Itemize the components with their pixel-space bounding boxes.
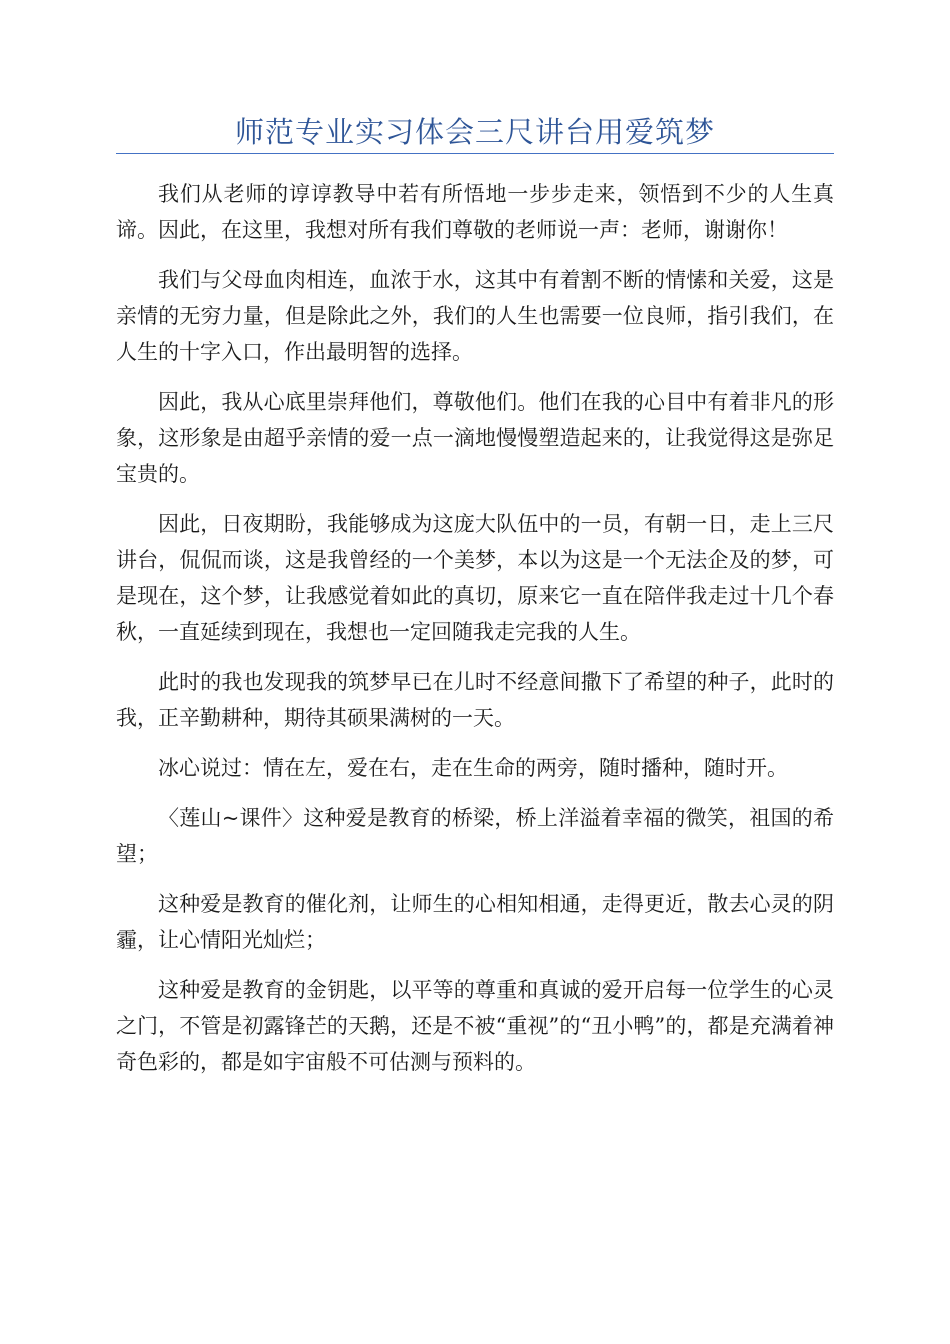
paragraph-2: 我们与父母血肉相连，血浓于水，这其中有着割不断的情愫和关爱，这是亲情的无穷力量，但是除此之外，我们的人生也需要一位良师，指引我们，在人生的十字入口，作出最明智的选择。 xyxy=(116,268,834,364)
paragraph-9: 这种爱是教育的金钥匙，以平等的尊重和真诚的爱开启每一位学生的心灵之门，不管是初露锋芒的天鹅，还是不被“重视”的“丑小鸭”的，都是充满着神奇色彩的，都是如宇宙般不可估测与预料的。 xyxy=(116,978,834,1074)
paragraph-1: 我们从老师的谆谆教导中若有所悟地一步步走来，领悟到不少的人生真谛。因此，在这里，我想对所有我们尊敬的老师说一声：老师，谢谢你！ xyxy=(116,182,834,242)
title-underline-divider xyxy=(116,153,834,154)
paragraph-6: 冰心说过：情在左，爱在右，走在生命的两旁，随时播种，随时开。 xyxy=(158,756,788,780)
paragraph-4: 因此，日夜期盼，我能够成为这庞大队伍中的一员，有朝一日，走上三尺讲台，侃侃而谈，这是我曾经的一个美梦，本以为这是一个无法企及的梦，可是现在，这个梦，让我感觉着如此的真切，原来它一直在陪伴我走过十几个春秋，一直延续到现在，我想也一定回随我走完我的人生。 xyxy=(116,512,834,644)
document-title: 师范专业实习体会三尺讲台用爱筑梦 xyxy=(234,115,715,149)
paragraph-3: 因此，我从心底里崇拜他们，尊敬他们。他们在我的心目中有着非凡的形象，这形象是由超乎亲情的爱一点一滴地慢慢塑造起来的，让我觉得这是弥足宝贵的。 xyxy=(116,390,834,486)
paragraph-5: 此时的我也发现我的筑梦早已在儿时不经意间撒下了希望的种子，此时的我，正辛勤耕种，期待其硕果满树的一天。 xyxy=(116,670,834,730)
document-body xyxy=(116,176,834,1094)
paragraph-7: 〈莲山~课件〉这种爱是教育的桥梁，桥上洋溢着幸福的微笑，祖国的希望； xyxy=(116,806,834,866)
paragraph-8: 这种爱是教育的催化剂，让师生的心相知相通，走得更近，散去心灵的阴霾，让心情阳光灿烂； xyxy=(116,892,834,952)
